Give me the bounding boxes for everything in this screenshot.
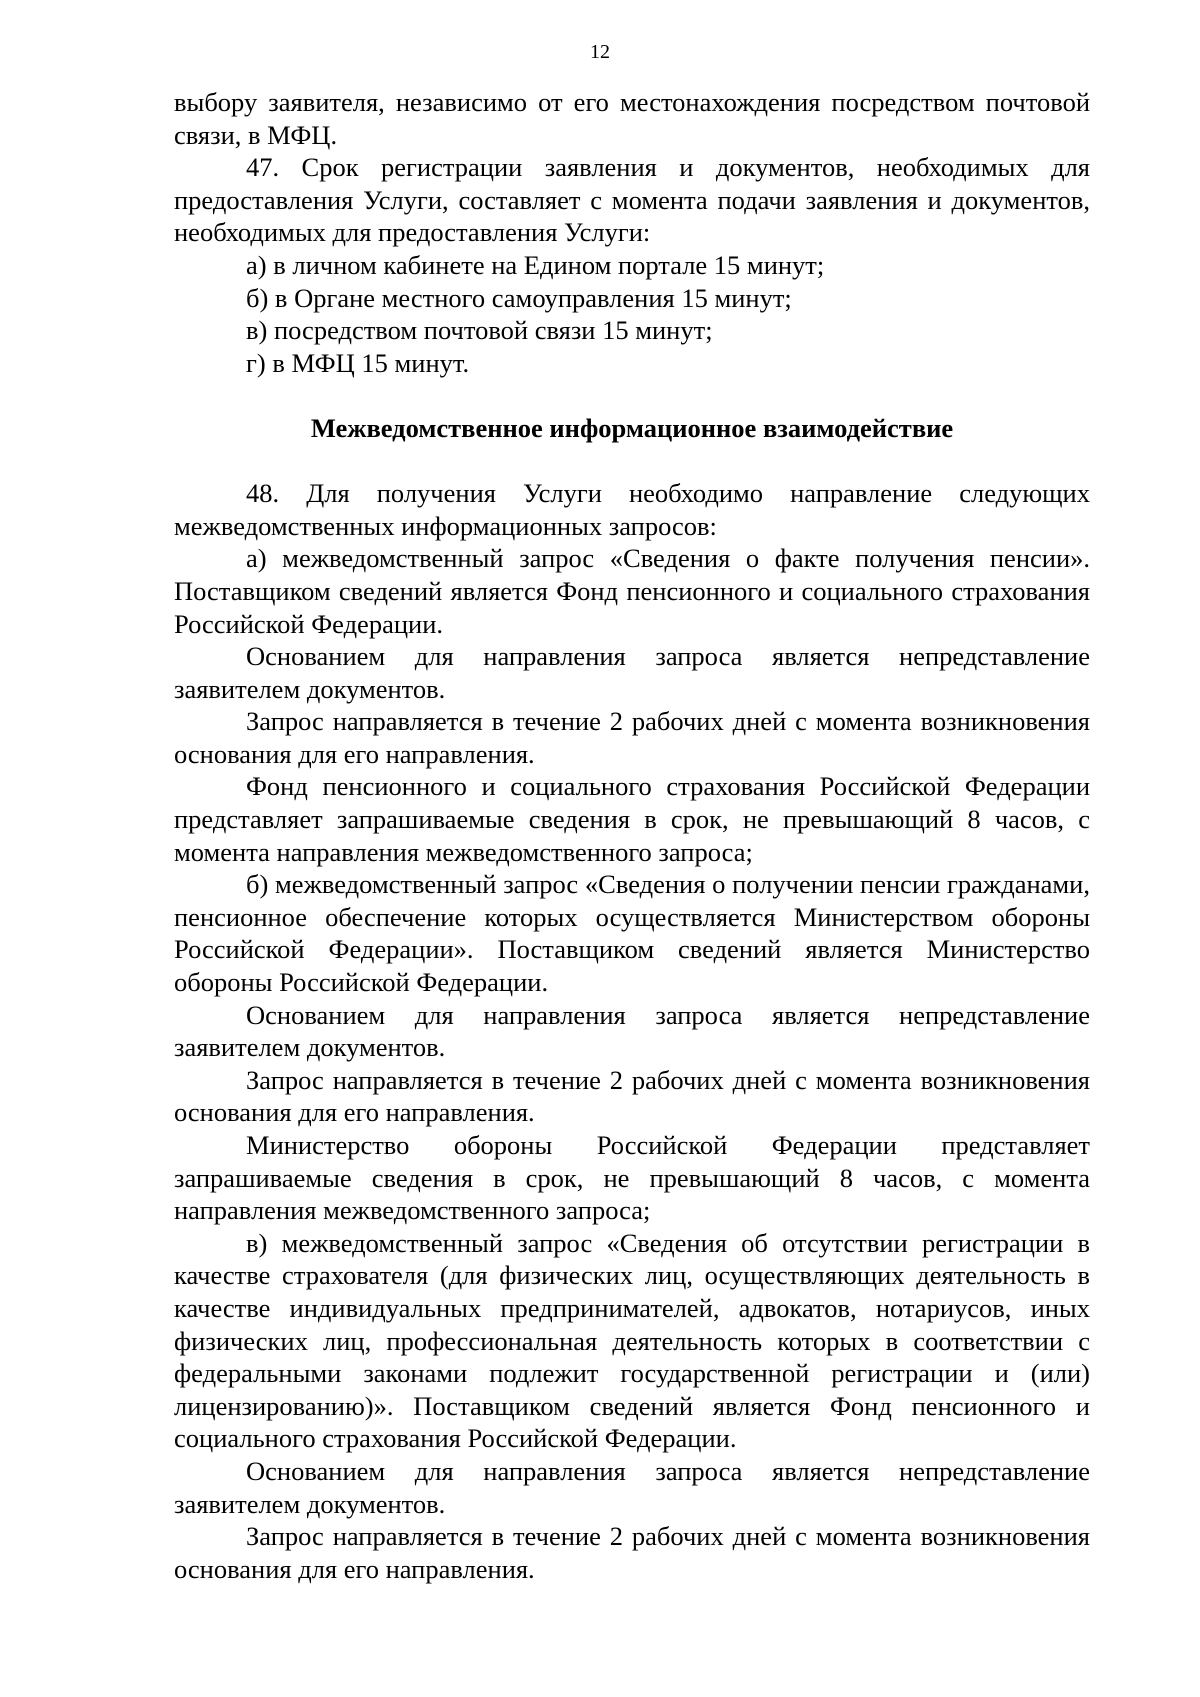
request-b: б) межведомственный запрос «Сведения о получении пенсии гражданами, пенсионное обеспечение которых осуществляется Министерством обороны Российской Федерации». Поставщиком сведений является Министерство обороны Российской Федерации.: [174, 869, 1090, 998]
page-number: 12: [590, 41, 610, 63]
paragraph-continuation: выбору заявителя, независимо от его местонахождения посредством почтовой связи, в МФЦ.: [174, 87, 1090, 150]
request-v-basis: Основанием для направления запроса является непредставление заявителем документов.: [174, 1455, 1090, 1519]
request-b-timing: Запрос направляется в течение 2 рабочих дней с момента возникновения основания для его направления.: [174, 1064, 1090, 1128]
list-item-v: в) посредством почтовой связи 15 минут;: [246, 315, 713, 346]
request-a-response: Фонд пенсионного и социального страхования Российской Федерации представляет запрашиваемые сведения в срок, не превышающий 8 часов, с момента направления межведомственного запроса;: [174, 771, 1090, 867]
request-v: в) межведомственный запрос «Сведения об отсутствии регистрации в качестве страхователя (для физических лиц, осуществляющих деятельность в качестве индивидуальных предпринимателей, адвокатов, нотариусов, иных физических лиц, профессиональная деятельность которых в соответствии с федеральными законами подлежит государственной регистрации и (или) лицензированию)». Поставщиком сведений является Фонд пенсионного и социального страхования Российской Федерации.: [174, 1227, 1090, 1454]
request-a-basis: Основанием для направления запроса является непредставление заявителем документов.: [174, 641, 1090, 704]
request-a-timing: Запрос направляется в течение 2 рабочих дней с момента возникновения основания для его направления.: [174, 706, 1090, 769]
list-item-a: а) в личном кабинете на Едином портале 15 минут;: [246, 249, 825, 280]
paragraph-item-48: 48. Для получения Услуги необходимо направление следующих межведомственных информационных запросов:: [174, 478, 1090, 541]
document-body: [174, 86, 1090, 1585]
paragraph-item-47: 47. Срок регистрации заявления и документов, необходимых для предоставления Услуги, составляет с момента подачи заявления и документов, необходимых для предоставления Услуги:: [174, 152, 1090, 248]
section-heading: Межведомственное информационное взаимодействие: [310, 412, 954, 443]
request-a: а) межведомственный запрос «Сведения о факте получения пенсии». Поставщиком сведений является Фонд пенсионного и социального страхования Российской Федерации.: [174, 543, 1090, 639]
request-b-response: Министерство обороны Российской Федерации представляет запрашиваемые сведения в срок, не превышающий 8 часов, с момента направления межведомственного запроса;: [174, 1130, 1090, 1226]
request-b-basis: Основанием для направления запроса является непредставление заявителем документов.: [174, 999, 1090, 1063]
list-item-g: г) в МФЦ 15 минут.: [246, 347, 470, 378]
list-item-b: б) в Органе местного самоуправления 15 минут;: [246, 282, 792, 313]
request-v-timing: Запрос направляется в течение 2 рабочих дней с момента возникновения основания для его направления.: [174, 1521, 1090, 1584]
